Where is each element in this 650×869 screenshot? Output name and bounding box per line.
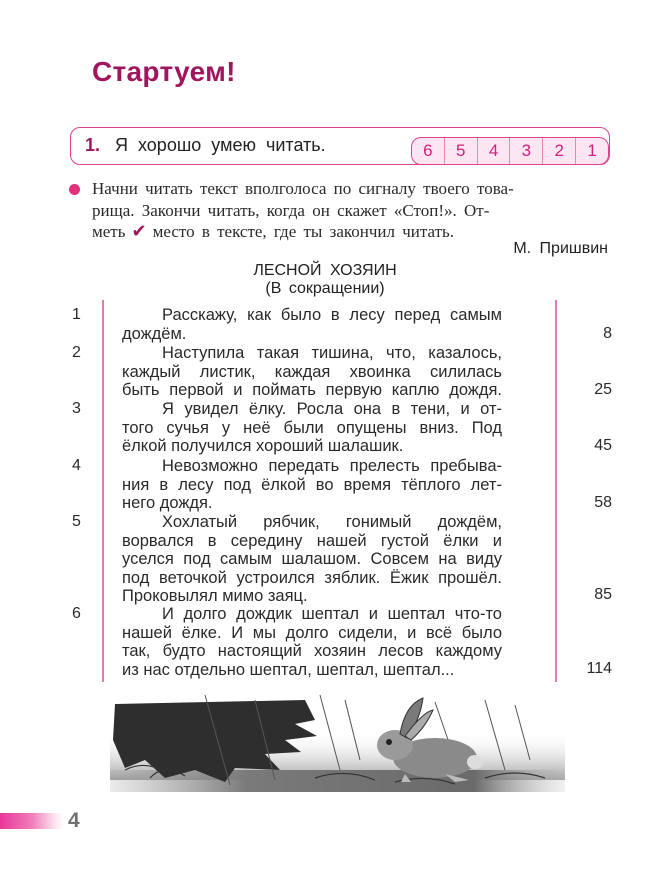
- word-count: 114: [586, 660, 612, 677]
- paragraph: [122, 344, 502, 400]
- text-line: Хохлатый рябчик, гонимый дождём,: [162, 513, 502, 531]
- task-text: Я хорошо умею читать.: [115, 135, 326, 155]
- paragraph-number: 1: [72, 306, 81, 323]
- word-count: 8: [603, 325, 612, 342]
- page-number: 4: [68, 809, 80, 832]
- word-count: 85: [594, 586, 612, 603]
- task-number: 1.: [85, 135, 101, 155]
- paragraph: [122, 400, 502, 456]
- margin-rule-left: [102, 300, 104, 682]
- hare-illustration: [105, 690, 575, 800]
- rating-option[interactable]: 5: [445, 138, 478, 164]
- text-line: Невозможно передать прелесть пребыва-: [162, 457, 502, 475]
- paragraph-number: 5: [72, 513, 81, 530]
- text-line: ния в лесу под ёлкой во время тёплого лет-: [122, 475, 502, 494]
- paragraph-number: 4: [72, 457, 81, 474]
- self-rating-scale: [411, 137, 609, 165]
- story-text-block: [0, 300, 650, 682]
- text-line: под веточкой устроился зяблик. Ёжик прошёл.: [122, 568, 502, 587]
- rating-option[interactable]: 1: [587, 141, 597, 160]
- bullet-icon: [69, 184, 80, 195]
- instruction-line: меть: [92, 222, 126, 241]
- checkmark-icon: ✔: [131, 221, 147, 242]
- word-count: 25: [594, 381, 612, 398]
- page-marker-bar: [0, 813, 64, 829]
- rating-option[interactable]: 4: [478, 138, 511, 164]
- text-line: уселся под самым шалашом. Совсем на виду: [122, 550, 502, 568]
- text-line: Расскажу, как было в лесу перед самым: [162, 306, 502, 324]
- instruction-line: рища. Закончи читать, когда он скажет «Стоп!». От-: [92, 200, 490, 220]
- text-line: нашей ёлке. И мы долго сидели, и всё было: [122, 623, 502, 642]
- story-subtitle: (В сокращении): [265, 280, 385, 297]
- instruction-line: место в тексте, где ты закончил читать.: [152, 222, 455, 241]
- author: М. Пришвин: [513, 240, 608, 257]
- text-line: Проковылял мимо заяц.: [122, 587, 308, 605]
- section-title: Стартуем!: [92, 56, 236, 87]
- text-line: так, будто настоящий хозяин лесов каждому: [122, 642, 502, 660]
- instruction-line: Начни читать текст вполголоса по сигналу твоего това-: [92, 179, 514, 198]
- text-line: дождём.: [122, 324, 187, 343]
- task-box: [70, 127, 610, 165]
- text-line: ворвался в середину нашей густой ёлки и: [122, 531, 502, 550]
- rating-option[interactable]: 3: [510, 138, 543, 164]
- text-line: каждый листик, каждая хвоинка силилась: [122, 362, 502, 381]
- paragraph: [122, 513, 502, 606]
- paragraph: [122, 306, 502, 343]
- paragraph-number: 6: [72, 605, 81, 622]
- word-count: 45: [594, 437, 612, 454]
- paragraph-number: 2: [72, 344, 81, 361]
- text-line: Наступила такая тишина, что, казалось,: [162, 344, 502, 362]
- paragraph: [122, 457, 502, 513]
- text-line: И долго дождик шептал и шептал что-то: [162, 605, 502, 623]
- paragraph: [122, 605, 502, 679]
- text-line: из нас отдельно шептал, шептал, шептал...: [122, 660, 455, 679]
- text-line: Я увидел ёлку. Росла она в тени, и от-: [162, 400, 502, 418]
- rating-option[interactable]: 2: [543, 138, 576, 164]
- text-line: быть первой и поймать первую каплю дождя.: [122, 381, 502, 399]
- story-title: ЛЕСНОЙ ХОЗЯИН: [253, 262, 397, 279]
- text-line: того сучья у неё были опущены вниз. Под: [122, 418, 502, 437]
- paragraph-number: 3: [72, 400, 81, 417]
- text-line: него дождя.: [122, 494, 213, 512]
- text-line: ёлкой получился хороший шалашик.: [122, 437, 404, 455]
- rating-option[interactable]: 6: [412, 138, 445, 164]
- margin-rule-right: [555, 300, 557, 682]
- word-count: 58: [594, 494, 612, 511]
- instruction-text: [92, 178, 608, 243]
